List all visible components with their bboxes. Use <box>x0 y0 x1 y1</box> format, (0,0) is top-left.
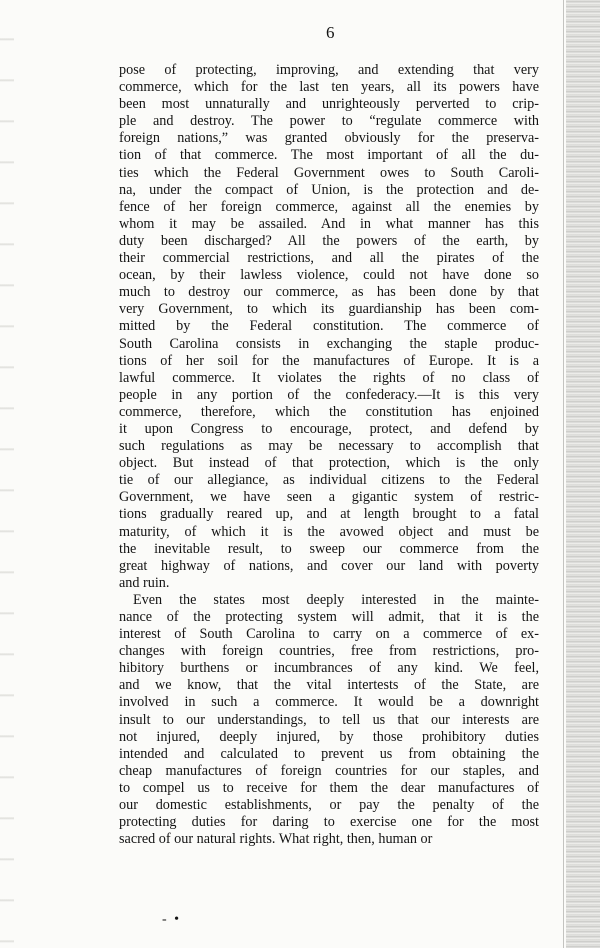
text-line: duty been discharged? All the powers of the earth, by <box>119 232 539 249</box>
text-line: insult to our understandings, to tell us that our interests are <box>119 711 539 728</box>
text-line: such regulations as may be necessary to accomplish that <box>119 438 539 455</box>
text-line: and we know, that the vital intertests of the State, are <box>119 677 539 694</box>
text-line: maturity, of which it is the avowed object and must be <box>119 523 539 540</box>
text-line: great highway of nations, and cover our land with poverty <box>119 557 539 574</box>
text-line: ocean, by their lawless violence, could not have done so <box>119 267 539 284</box>
text-line: involved in such a commerce. It would be a downright <box>119 694 539 711</box>
text-line: protecting duties for daring to exercise one for the most <box>119 814 539 831</box>
text-line: mitted by the Federal constitution. The commerce of <box>119 318 539 335</box>
text-line: our domestic establishments, or pay the penalty of the <box>119 797 539 814</box>
text-line: tions of her soil for the manufactures of Europe. It is a <box>119 352 539 369</box>
text-line: commerce, therefore, which the constitution has enjoined <box>119 403 539 420</box>
text-line: hibitory burthens or incumbrances of any kind. We feel, <box>119 660 539 677</box>
text-line: pose of protecting, improving, and extending that very <box>119 62 539 78</box>
text-line: people in any portion of the confederacy.—It is this very <box>119 386 539 403</box>
text-line: tion of that commerce. The most important of all the du- <box>119 147 539 164</box>
text-line: tions gradually reared up, and at length brought to a fatal <box>119 506 539 523</box>
text-line: the inevitable result, to sweep our commerce from the <box>119 540 539 557</box>
text-line: tie of our allegiance, as individual citizens to the Federal <box>119 472 539 489</box>
footer-mark: - • <box>162 912 182 927</box>
text-line: been most unnaturally and unrighteously perverted to crip- <box>119 96 539 113</box>
text-line: to compel us to receive for them the dear manufactures of <box>119 779 539 796</box>
text-line: much to destroy our commerce, as has been done by that <box>119 284 539 301</box>
text-line: South Carolina consists in exchanging the staple produc- <box>119 335 539 352</box>
text-line: commerce, which for the last ten years, all its powers have <box>119 79 539 96</box>
text-line: very Government, to which its guardianship has been com- <box>119 301 539 318</box>
text-line: intended and calculated to prevent us from obtaining the <box>119 745 539 762</box>
text-line: object. But instead of that protection, which is the only <box>119 455 539 472</box>
text-line: cheap manufactures of foreign countries for our staples, and <box>119 762 539 779</box>
text-line: not injured, deeply injured, by those prohibitory duties <box>119 728 539 745</box>
text-line: ple and destroy. The power to “regulate commerce with <box>119 113 539 130</box>
text-line: lawful commerce. It violates the rights of no class of <box>119 369 539 386</box>
body-text <box>119 62 539 848</box>
text-line: it upon Congress to encourage, protect, and defend by <box>119 420 539 437</box>
text-line: nance of the protecting system will admit, that it is the <box>119 609 539 625</box>
text-line: Government, we have seen a gigantic system of restric- <box>119 489 539 506</box>
page-number: 6 <box>326 23 335 42</box>
text-line: their commercial restrictions, and all the pirates of the <box>119 250 539 267</box>
text-line: sacred of our natural rights. What right, then, human or <box>119 831 433 848</box>
text-line: whom it may be assailed. And in what manner has this <box>119 215 539 232</box>
text-line: na, under the compact of Union, is the protection and de- <box>119 181 539 198</box>
text-line: Even the states most deeply interested in the mainte- <box>133 591 539 608</box>
right-binding-edge <box>566 0 600 948</box>
text-line: and ruin. <box>119 574 170 591</box>
text-line: changes with foreign countries, free from restrictions, pro- <box>119 643 539 660</box>
text-line: interest of South Carolina to carry on a commerce of ex- <box>119 626 539 643</box>
left-gutter-shadow <box>0 0 14 948</box>
text-line: foreign nations,” was granted obviously for the preserva- <box>119 130 539 147</box>
text-line: fence of her foreign commerce, against all the enemies by <box>119 198 539 215</box>
binding-line <box>563 0 564 948</box>
text-line: ties which the Federal Government owes to South Caroli- <box>119 164 539 181</box>
